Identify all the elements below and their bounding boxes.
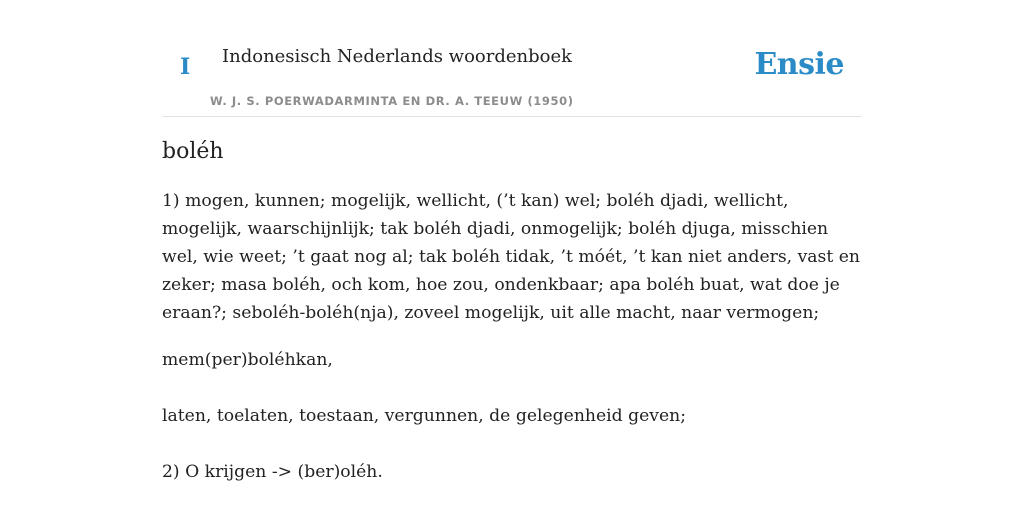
- ensie-logo-link[interactable]: Ensie: [754, 47, 844, 82]
- definition-paragraph: 1) mogen, kunnen; mogelijk, wellicht, (’t kan) wel; boléh djadi, wellicht, mogelijk, waarschijnlijk; tak boléh djadi, onmogelijk; boléh djuga, misschien wel, wie weet; ’t gaat nog al; tak boléh tidak, ’t móét, ’t kan niet anders, vast en zeker; masa boléh, och kom, hoe zou, ondenkbaar; apa boléh buat, wat doe je eraan?; seboléh-boléh(nja), zoveel mogelijk, uit alle macht, naar vermogen;: [162, 190, 860, 323]
- dictionary-header: [162, 0, 862, 117]
- book-letter-icon[interactable]: I: [180, 54, 191, 80]
- definition-paragraph: 2) O krijgen -> (ber)oléh.: [162, 461, 383, 482]
- dictionary-title[interactable]: Indonesisch Nederlands woordenboek: [222, 46, 573, 67]
- entry-content: [162, 138, 862, 486]
- definition-paragraph: mem(per)boléhkan,: [162, 349, 333, 370]
- definition-paragraph: laten, toelaten, toestaan, vergunnen, de gelegenheid geven;: [162, 405, 687, 426]
- dictionary-authors: W. J. S. POERWADARMINTA EN DR. A. TEEUW (1950): [210, 94, 574, 108]
- headword: boléh: [162, 139, 224, 164]
